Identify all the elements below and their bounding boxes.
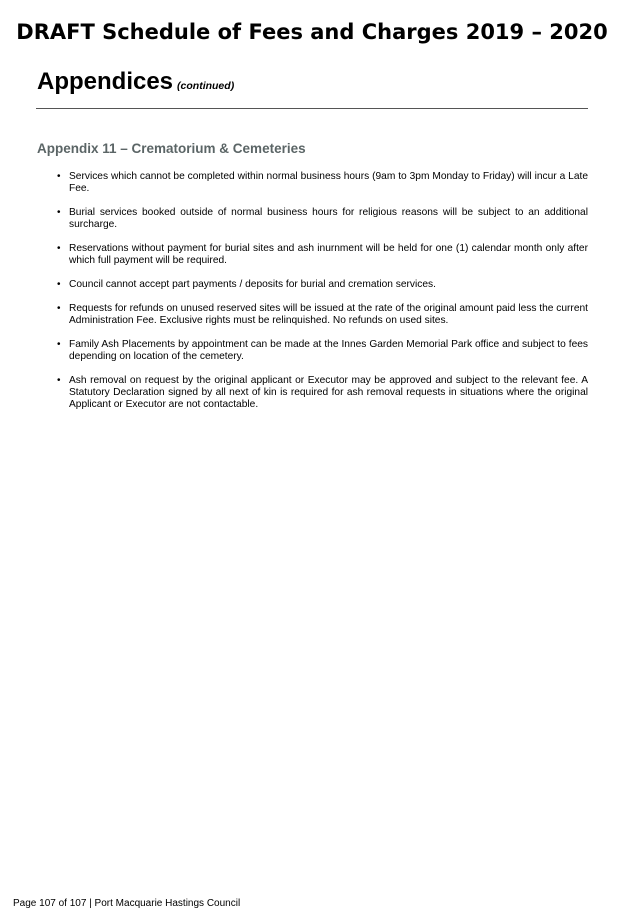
bullet-icon: •	[57, 303, 61, 314]
list-item-text: Council cannot accept part payments / deposits for burial and cremation services.	[69, 279, 436, 290]
heading-divider	[36, 108, 588, 109]
list-item-text: Burial services booked outside of normal business hours for religious reasons will be subject to an additional surcharge.	[69, 207, 588, 230]
document-title: DRAFT Schedule of Fees and Charges 2019 – 2020	[16, 20, 608, 44]
bullet-icon: •	[57, 375, 61, 386]
appendix-heading: Appendix 11 – Crematorium & Cemeteries	[37, 141, 306, 156]
list-item	[40, 279, 588, 291]
list-item-text: Reservations without payment for burial sites and ash inurnment will be held for one (1) calendar month only after which full payment will be required.	[69, 243, 588, 266]
bullet-icon: •	[57, 243, 61, 254]
list-item	[40, 375, 588, 411]
list-item	[40, 171, 588, 195]
bullet-icon: •	[57, 207, 61, 218]
bullet-icon: •	[57, 171, 61, 182]
bullet-icon: •	[57, 279, 61, 290]
section-heading-text: Appendices	[37, 68, 174, 95]
page-footer: Page 107 of 107 | Port Macquarie Hastings Council	[13, 898, 241, 909]
list-item-text: Ash removal on request by the original applicant or Executor may be approved and subject to the relevant fee. A Statutory Declaration signed by all next of kin is required for ash removal requests in situations where the original Applicant or Executor are not contactable.	[69, 375, 588, 410]
list-item-text: Family Ash Placements by appointment can be made at the Innes Garden Memorial Park office and subject to fees depending on location of the cemetery.	[69, 339, 588, 362]
list-item	[40, 303, 588, 327]
section-heading	[37, 68, 234, 96]
section-subheading: (continued)	[177, 80, 235, 92]
list-item	[40, 243, 588, 267]
list-item-text: Services which cannot be completed within normal business hours (9am to 3pm Monday to Friday) will incur a Late Fee.	[69, 171, 588, 194]
list-item-text: Requests for refunds on unused reserved sites will be issued at the rate of the original amount paid less the current Administration Fee. Exclusive rights must be relinquished. No refunds on used sites.	[69, 303, 588, 326]
list-item	[40, 207, 588, 231]
bullet-icon: •	[57, 339, 61, 350]
appendix-bullet-list	[40, 171, 588, 423]
list-item	[40, 339, 588, 363]
